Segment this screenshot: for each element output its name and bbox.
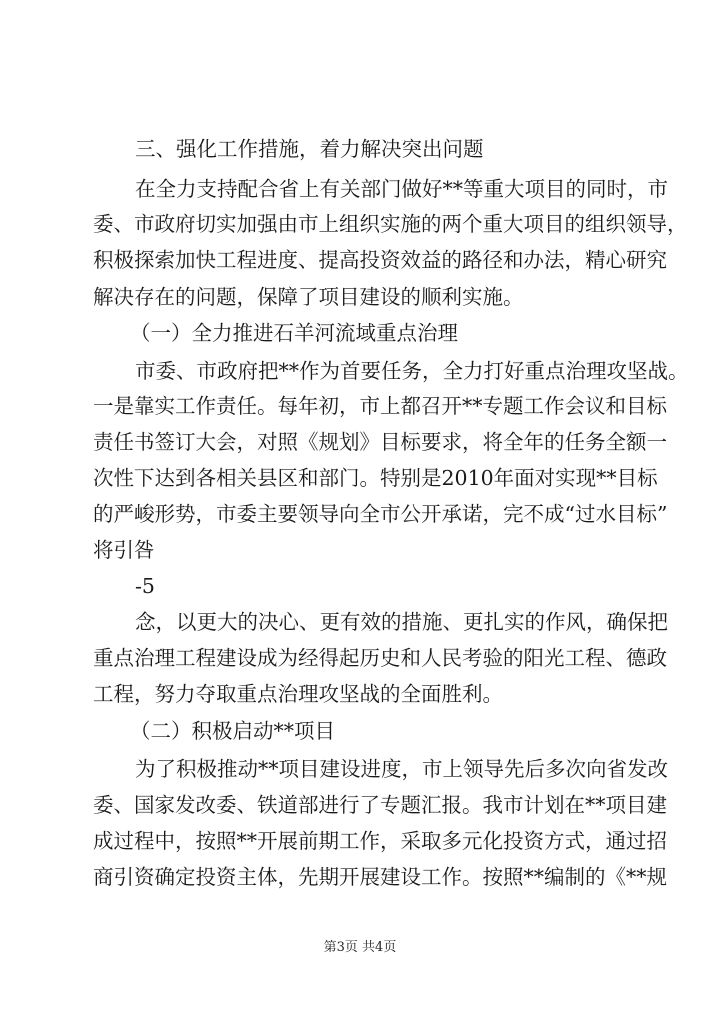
paragraph-line: 的严峻形势，市委主要领导向全市公开承诺，完不成“过水目标”	[93, 502, 668, 526]
subsection-heading-2: （二）积极启动**项目	[130, 719, 335, 743]
section-heading-3: 三、强化工作措施，着力解决突出问题	[135, 137, 484, 161]
paragraph-line: 解决存在的问题，保障了项目建设的顺利实施。	[93, 285, 524, 309]
paragraph-line: 重点治理工程建设成为经得起历史和人民考验的阳光工程、德政	[93, 646, 667, 670]
paragraph-line: 委、国家发改委、铁道部进行了专题汇报。我市计划在**项目建	[93, 793, 667, 817]
paragraph-line: 念，以更大的决心、更有效的措施、更扎实的作风，确保把	[135, 610, 668, 634]
paragraph-line: 商引资确定投资主体，先期开展建设工作。按照**编制的《**规	[93, 865, 667, 889]
paragraph-line: 次性下达到各相关县区和部门。特别是2010年面对实现**目标	[93, 466, 658, 490]
subsection-heading-1: （一）全力推进石羊河流域重点治理	[130, 321, 458, 345]
paragraph-line: 将引咎	[93, 538, 155, 562]
paragraph-line: 一是靠实工作责任。每年初，市上都召开**专题工作会议和目标	[93, 394, 667, 418]
paragraph-line: 为了积极推动**项目建设进度，市上领导先后多次向省发改	[135, 757, 668, 781]
page-break-marker: -5	[135, 574, 155, 598]
paragraph-line: 委、市政府切实加强由市上组织实施的两个重大项目的组织领导，	[93, 212, 688, 236]
paragraph-line: 工程，努力夺取重点治理攻坚战的全面胜利。	[93, 682, 503, 706]
paragraph-line: 责任书签订大会，对照《规划》目标要求，将全年的任务全额一	[93, 430, 667, 454]
paragraph-line: 积极探索加快工程进度、提高投资效益的路径和办法，精心研究	[93, 248, 667, 272]
paragraph-line: 在全力支持配合省上有关部门做好**等重大项目的同时，市	[135, 177, 668, 201]
page-footer: 第3页 共4页	[323, 940, 397, 955]
paragraph-line: 成过程中，按照**开展前期工作，采取多元化投资方式，通过招	[93, 829, 667, 853]
paragraph-line: 市委、市政府把**作为首要任务，全力打好重点治理攻坚战。	[135, 359, 689, 383]
